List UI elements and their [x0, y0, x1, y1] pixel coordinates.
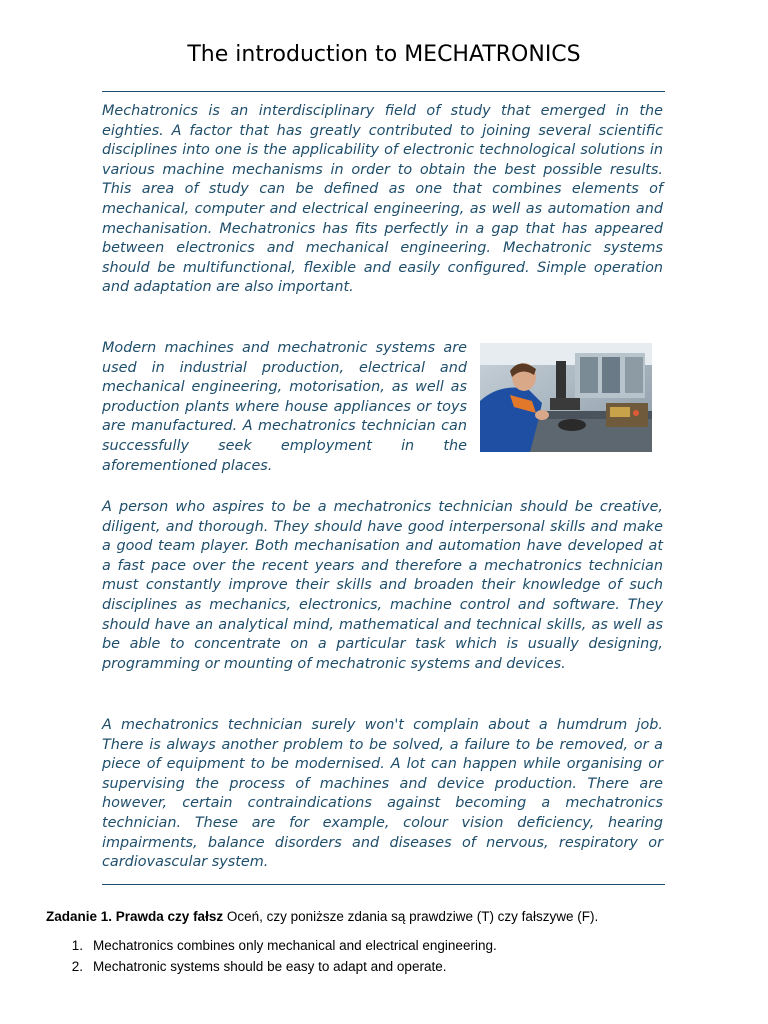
- paragraph-intro: Mechatronics is an interdisciplinary field of study that emerged in the eighties. A factor that has greatly contributed to joining several scientific disciplines into one is the applicability of electronic technological solutions in various machine mechanisms in order to obtain the best possible results. This area of study can be defined as one that combines elements of mechanical, computer and electrical engineering, as well as automation and mechanisation. Mechatronics has fits perfectly in a gap that has appeared between electronics and mechanical engineering. Mechatronic systems should be multifunctional, flexible and easily configured. Simple operation and adaptation are also important.: [102, 103, 663, 296]
- bottom-rule: [102, 884, 665, 885]
- question-number: 1.: [71, 938, 83, 953]
- task-title: Zadanie 1. Prawda czy fałsz: [46, 909, 224, 924]
- top-rule: [102, 91, 665, 92]
- task-heading: [46, 909, 598, 924]
- page-title: The introduction to MECHATRONICS: [187, 42, 581, 67]
- paragraph-employment: Modern machines and mechatronic systems are used in industrial production, electrical and mechanical engineering, motorisation, as well as production plants where house appliances or toys are manufactured. A mechatronics technician can successfully seek employment in the aforementioned places.: [102, 340, 467, 474]
- question-text: Mechatronics combines only mechanical and electrical engineering.: [93, 938, 497, 953]
- paragraph-job: A mechatronics technician surely won't complain about a humdrum job. There is always another problem to be solved, a failure to be removed, or a piece of equipment to be modernised. A lot can happen while organising or supervising the process of machines and device production. There are however, certain contraindications against becoming a mechatronics technician. These are for example, colour vision deficiency, hearing impairments, balance disorders and diseases of nervous, respiratory or cardiovascular system.: [102, 717, 663, 871]
- task-instruction: Oceń, czy poniższe zdania są prawdziwe (T) czy fałszywe (F).: [223, 909, 599, 924]
- technician-photo: [480, 343, 652, 452]
- paragraph-aspirations: A person who aspires to be a mechatronics technician should be creative, diligent, and thorough. They should have good interpersonal skills and make a good team player. Both mechanisation and automation have developed at a fast pace over the recent years and therefore a mechatronics technician must constantly improve their skills and broaden their knowledge of such disciplines as mechanics, electronics, machine control and software. They should have an analytical mind, mathematical and technical skills, as well as be able to concentrate on a particular task which is usually designing, programming or mounting of mechatronic systems and devices.: [102, 499, 663, 672]
- question-number: 2.: [71, 959, 83, 974]
- question-text: Mechatronic systems should be easy to adapt and operate.: [93, 959, 447, 974]
